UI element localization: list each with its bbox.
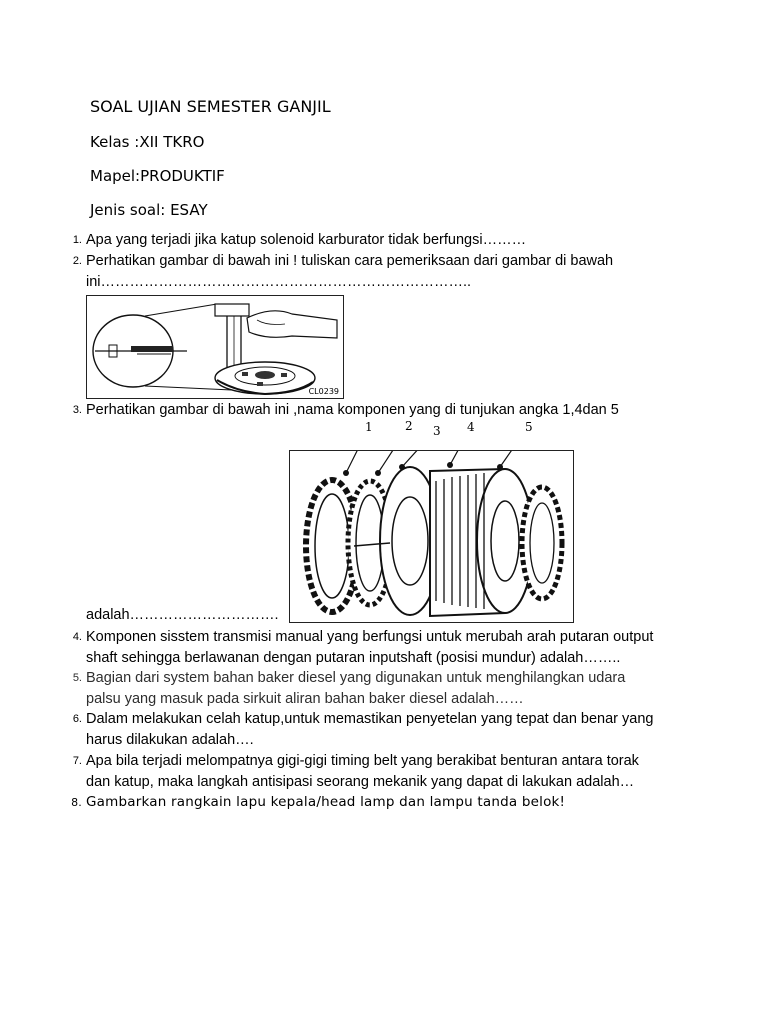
callout-5: 5 [525, 420, 533, 434]
question-text: Perhatikan gambar di bawah ini ,nama komponen yang di tunjukan angka 1,4dan 5 [86, 402, 619, 418]
question-number: 5. [72, 672, 82, 684]
question-1 [72, 230, 686, 251]
question-text: Bagian dari system bahan baker diesel yang digunakan untuk menghilangkan udara [86, 670, 626, 686]
question-text-line2: palsu yang masuk pada sirkuit aliran bahan baker diesel adalah…… [86, 691, 524, 707]
question-8 [71, 792, 686, 813]
question-text-line2: ini………………………………………………………………….. [86, 274, 472, 290]
question-text: Komponen sisstem transmisi manual yang berfungsi untuk merubah arah putaran output [86, 629, 654, 645]
question-number: 4. [72, 631, 82, 643]
question-text-line2: harus dilakukan adalah…. [86, 732, 254, 748]
figure-caliper-measurement [86, 295, 344, 399]
question-number: 8. [71, 796, 82, 809]
subject-label: Mapel:PRODUKTIF [90, 167, 225, 185]
question-7 [72, 751, 686, 793]
question-4 [72, 627, 686, 669]
question-text: Dalam melakukan celah katup,untuk memastikan penyetelan yang tepat dan benar yang [86, 711, 654, 727]
question-text-line2: shaft sehingga berlawanan dengan putaran inputshaft (posisi mundur) adalah…….. [86, 650, 621, 666]
question-number: 7. [72, 755, 82, 767]
question-text: Apa bila terjadi melompatnya gigi-gigi timing belt yang berakibat benturan antara torak [86, 753, 639, 769]
question-number: 2. [72, 255, 82, 267]
question-text-line2: dan katup, maka langkah antisipasi seorang mekanik yang dapat di lakukan adalah… [86, 774, 635, 790]
figure-code: CL0239 [308, 387, 339, 396]
callout-2: 2 [405, 419, 413, 433]
callout-4: 4 [467, 420, 475, 434]
question-text: Gambarkan rangkain lapu kepala/head lamp dan lampu tanda belok! [86, 794, 566, 810]
callout-3: 3 [433, 424, 441, 438]
question-3-answer [86, 605, 686, 626]
question-number: 3. [72, 404, 82, 416]
question-text: Perhatikan gambar di bawah ini ! tuliskan cara pemeriksaan dari gambar di bawah [86, 253, 614, 269]
question-type-label: Jenis soal: ESAY [90, 201, 208, 219]
caliper-illustration [87, 296, 343, 398]
question-5 [72, 668, 686, 710]
class-label: Kelas :XII TKRO [90, 133, 205, 151]
question-2 [72, 251, 686, 293]
answer-text: adalah…………………………. [86, 607, 279, 623]
callout-1: 1 [365, 420, 373, 434]
exam-title: SOAL UJIAN SEMESTER GANJIL [90, 97, 331, 116]
figure-synchronizer-assembly [289, 450, 574, 623]
question-number: 1. [72, 234, 82, 246]
synchronizer-illustration [290, 451, 573, 622]
question-text: Apa yang terjadi jika katup solenoid karburator tidak berfungsi……… [86, 232, 527, 248]
question-6 [72, 709, 686, 751]
question-number: 6. [72, 713, 82, 725]
